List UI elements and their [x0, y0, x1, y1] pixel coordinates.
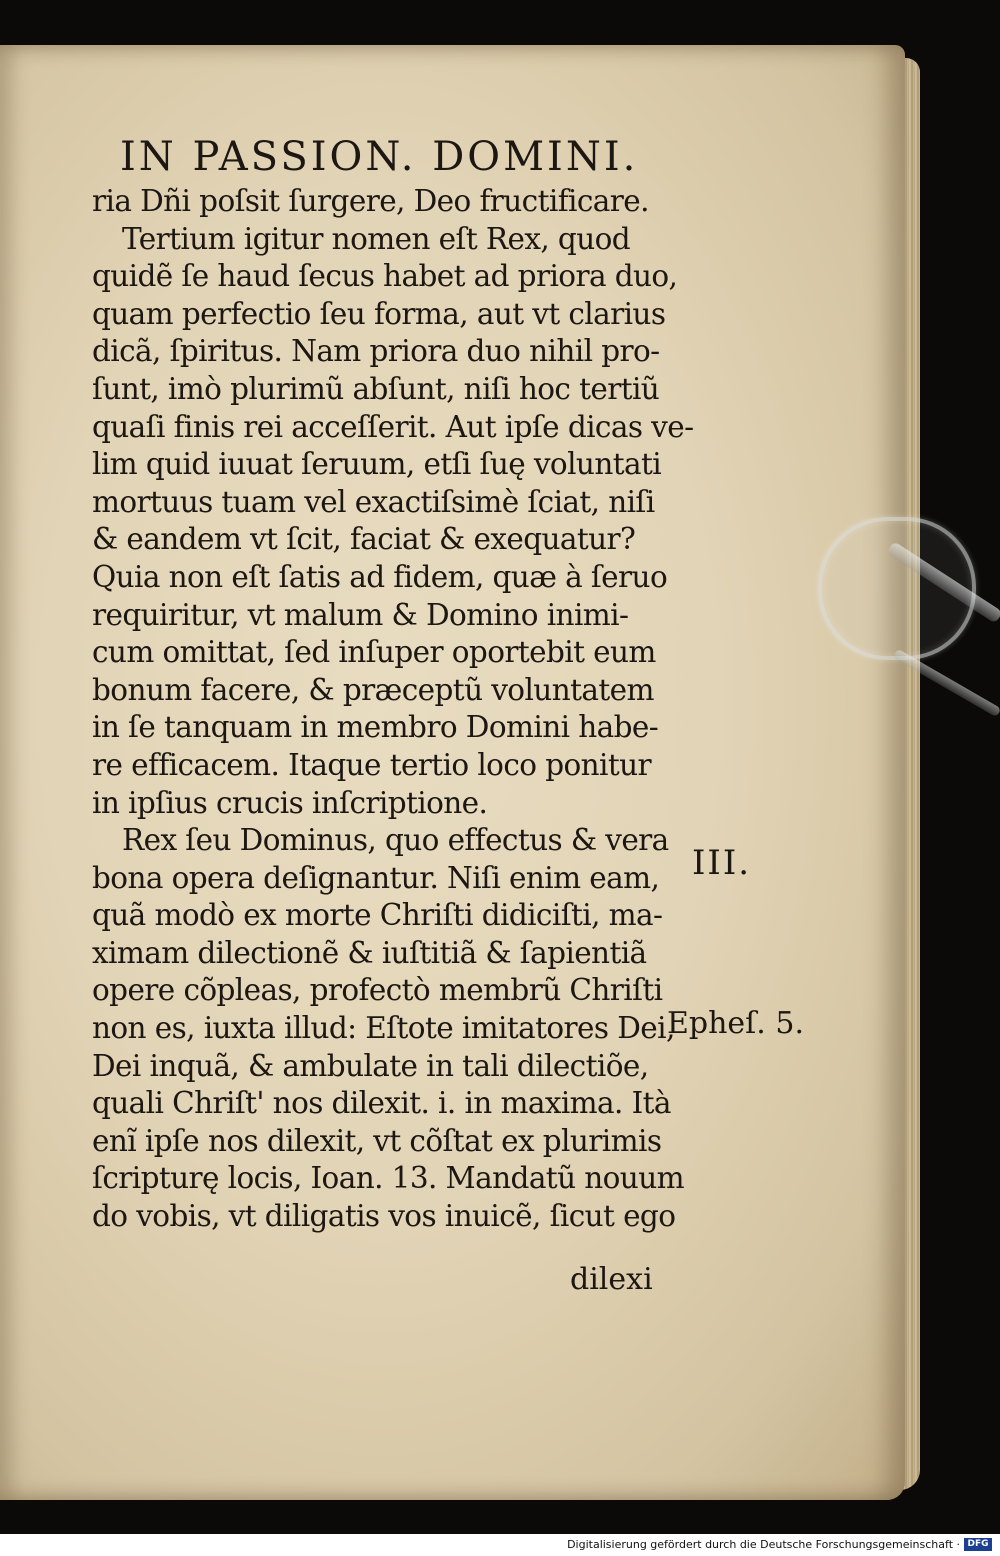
text-line: & eandem vt ſcit, faciat & exequatur? [92, 522, 636, 557]
text-line: Tertium igitur nomen eſt Rex, quod [122, 221, 631, 256]
text-line: in ſe tanquam in membro Domini habe- [92, 710, 659, 745]
text-line: requiritur, vt malum & Domino inimi- [92, 597, 629, 632]
text-line: ſunt, imò plurimũ abſunt, niſi hoc tertiũ [92, 371, 660, 406]
text-line: opere cõpleas, profectò membrũ Chriſti [92, 973, 663, 1008]
text-line: quali Chriſt' nos dilexit. i. in maxima. Ità [92, 1086, 671, 1121]
text-line: ximam dilectionẽ & iuſtitiã & ſapientiã [92, 935, 647, 970]
catchword: dilexi [570, 1262, 653, 1297]
text-line: lim quid iuuat ſeruum, etſi ſuę voluntati [92, 447, 662, 482]
text-line: non es, iuxta illud: Eſtote imitatores Dei, [92, 1011, 675, 1046]
text-line: dicã, ſpiritus. Nam priora duo nihil pro- [92, 334, 660, 369]
text-line: bonum facere, & præceptũ voluntatem [92, 672, 654, 707]
footer-credit: Digitalisierung gefördert durch die Deutsche Forschungsgemeinschaft · [567, 1538, 960, 1551]
text-line: quã modò ex morte Chriſti didiciſti, ma- [92, 898, 663, 933]
footer-bar [0, 1534, 1000, 1556]
text-line: ſcripturę locis, Ioan. 13. Mandatũ nouum [92, 1161, 684, 1196]
margin-reference: Epheſ. 5. [667, 1006, 804, 1041]
text-line: Quia non eſt ſatis ad fidem, quæ à ſeruo [92, 559, 668, 594]
text-line: Dei inquã, & ambulate in tali dilectiõe, [92, 1048, 649, 1083]
text-line: re efficacem. Itaque tertio loco ponitur [92, 747, 652, 782]
margin-section-number: III. [692, 843, 752, 883]
running-title: IN PASSION. DOMINI. [120, 134, 639, 180]
text-line: mortuus tuam vel exactiſsimè ſciat, niſi [92, 484, 655, 519]
text-line: quidẽ ſe haud ſecus habet ad priora duo, [92, 259, 678, 294]
text-line: in ipſius crucis inſcriptione. [92, 785, 488, 820]
text-line: cum omittat, ſed inſuper oportebit eum [92, 635, 656, 670]
body-text [92, 183, 694, 1236]
text-line: quaſi finis rei acceſſerit. Aut ipſe dicas ve- [92, 409, 694, 444]
text-line: Rex ſeu Dominus, quo effectus & vera [122, 823, 669, 858]
text-line: bona opera deſignantur. Niſi enim eam, [92, 860, 660, 895]
text-line: quam perfectio ſeu forma, aut vt clarius [92, 296, 666, 331]
text-line: do vobis, vt diligatis vos inuicẽ, ſicut ego [92, 1199, 676, 1234]
text-line: ria Dñi poſsit ſurgere, Deo fructificare. [92, 184, 649, 218]
text-line: enĩ ipſe nos dilexit, vt cõſtat ex plurimis [92, 1123, 662, 1158]
dfg-logo-icon: DFG [964, 1538, 992, 1551]
